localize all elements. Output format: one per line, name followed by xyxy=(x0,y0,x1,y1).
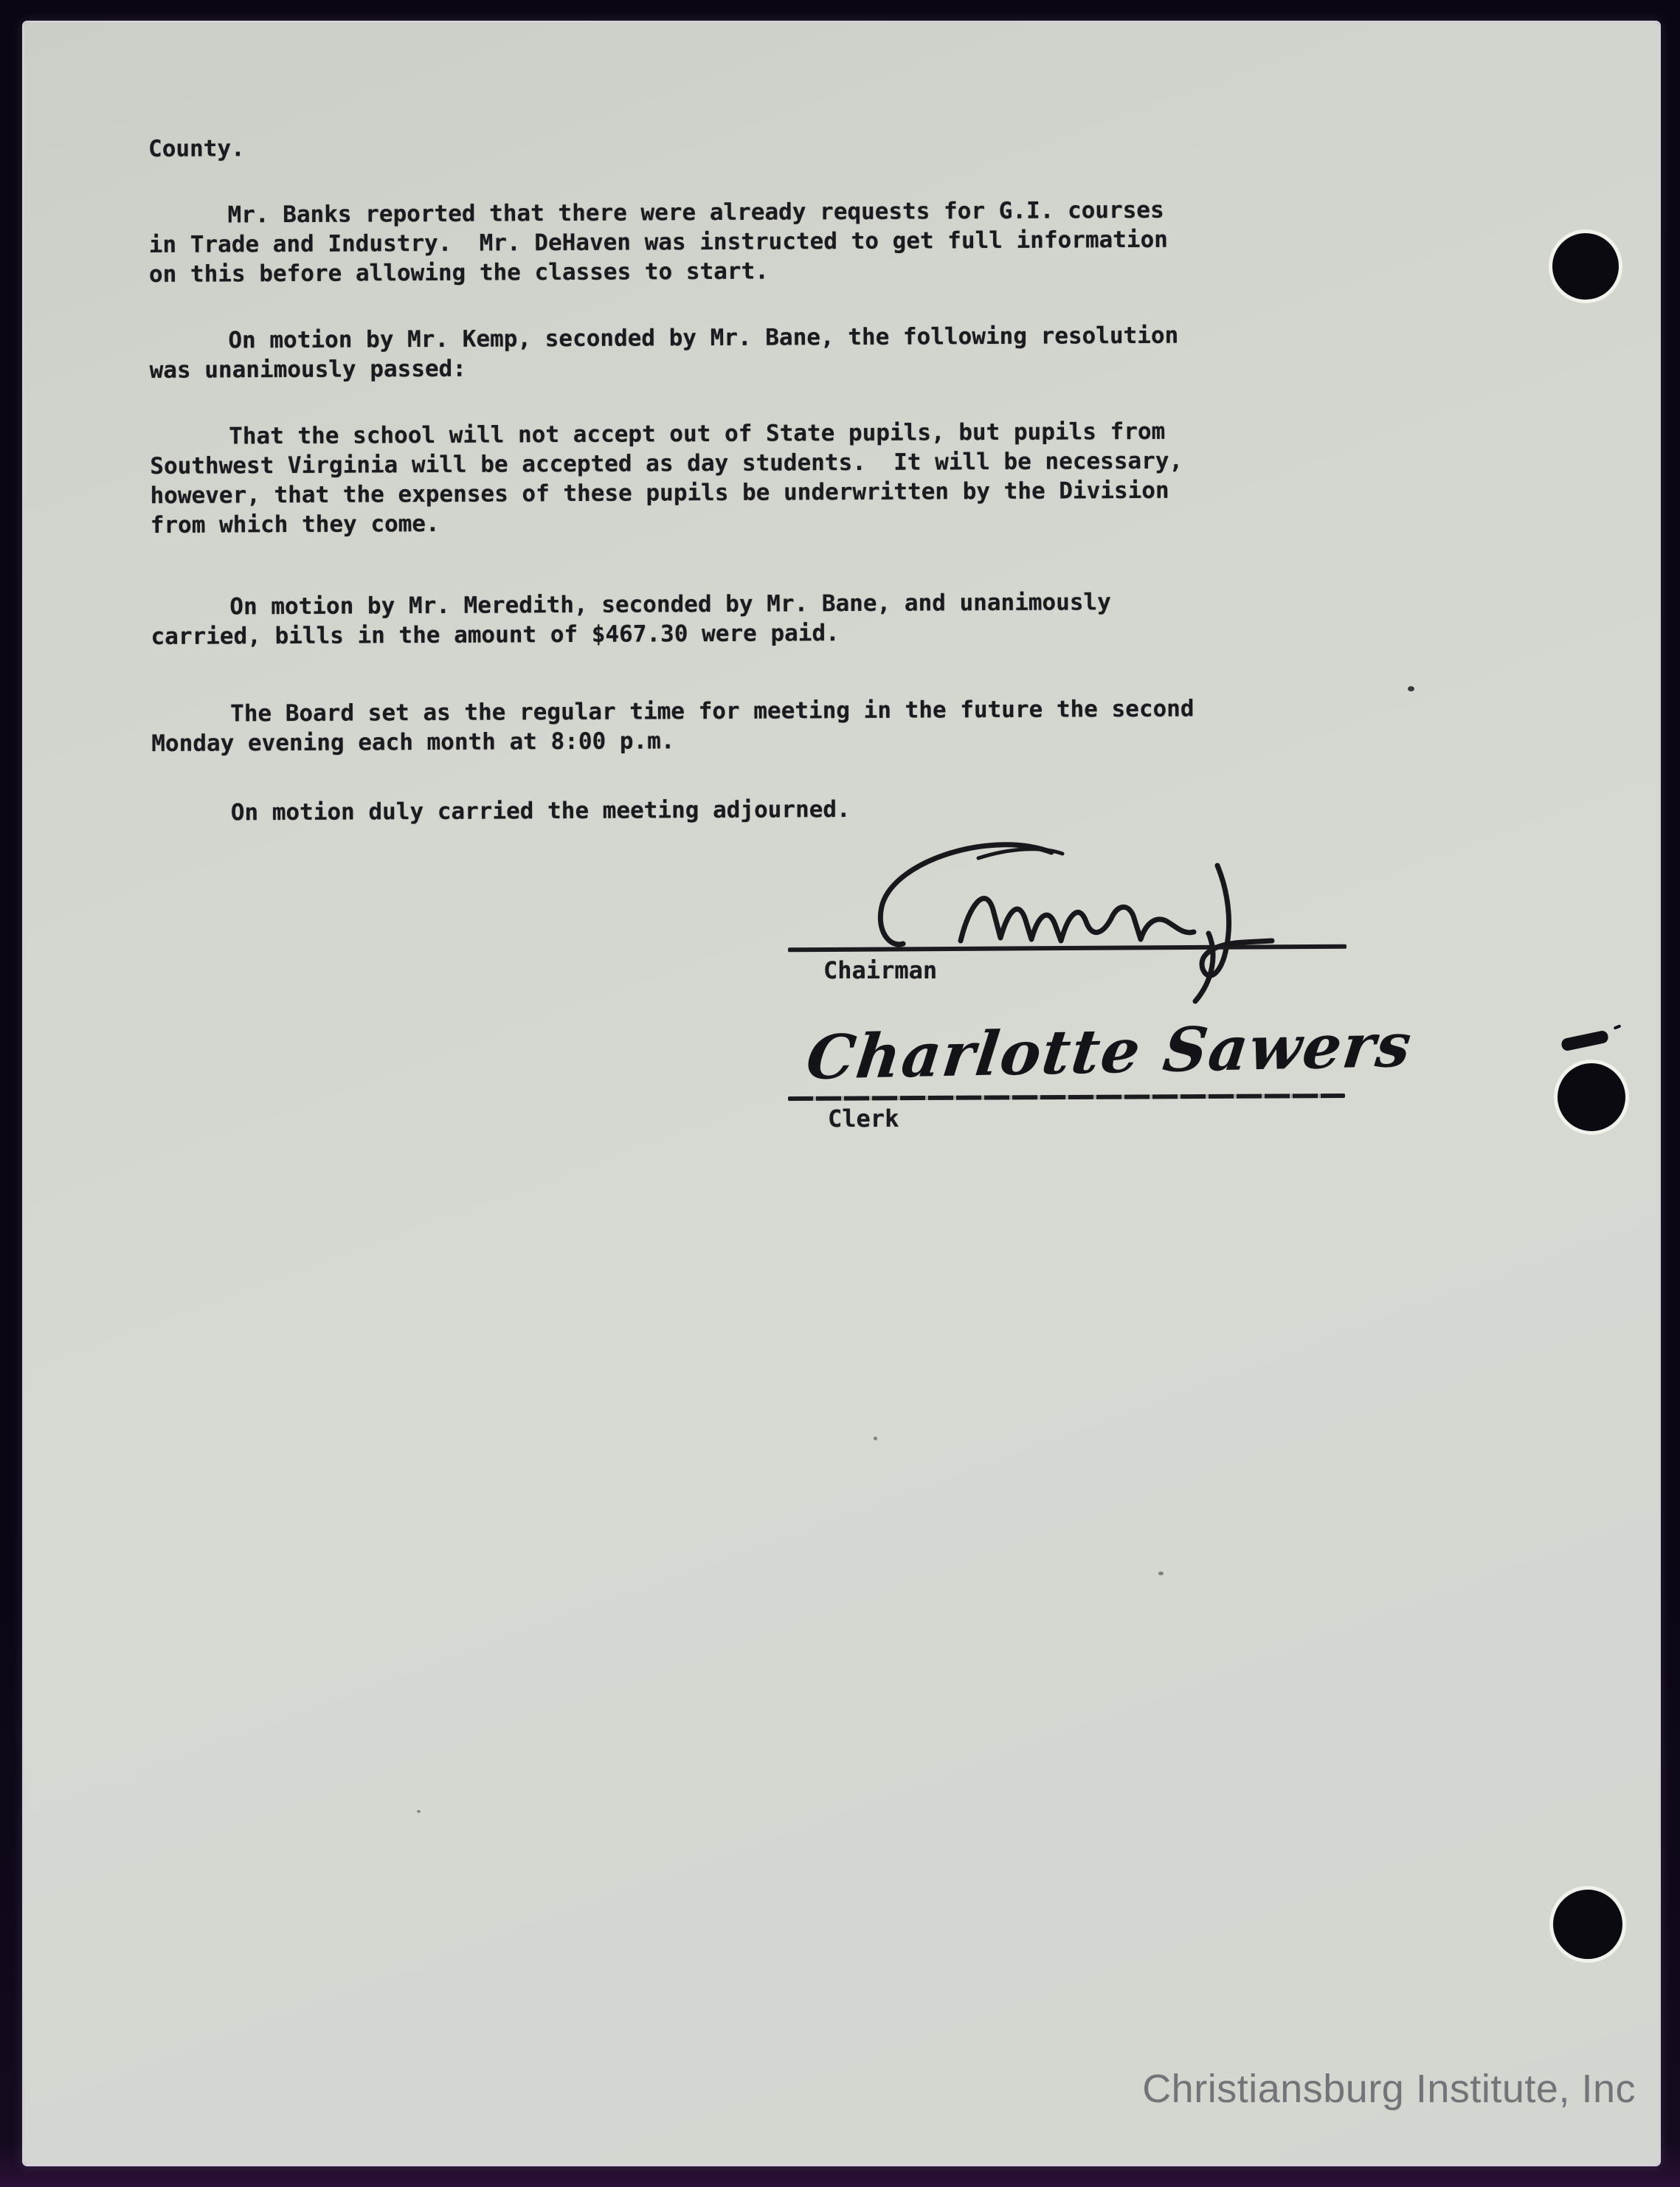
document-line: in Trade and Industry. Mr. DeHaven was instructed to get full information xyxy=(148,226,1168,258)
clerk-signature-script: Charlotte Sawers xyxy=(803,1009,1417,1094)
clerk-label: Clerk xyxy=(828,1105,899,1133)
dust-speck xyxy=(1158,1572,1164,1575)
document-line: That the school will not accept out of State pupils, but pupils from xyxy=(229,418,1166,450)
paragraph-4 xyxy=(151,587,1272,652)
hole-punch-bottom xyxy=(1549,1886,1626,1963)
document-line: from which they come. xyxy=(150,510,440,539)
paragraph-2 xyxy=(149,320,1271,385)
chairman-label: Chairman xyxy=(823,956,938,984)
dust-speck xyxy=(417,1810,421,1813)
document-line: carried, bills in the amount of $467.30 were paid. xyxy=(151,620,840,650)
document-line: however, that the expenses of these pupils be underwritten by the Division xyxy=(150,477,1169,509)
typed-text-block xyxy=(148,128,1273,828)
document-line: on this before allowing the classes to start. xyxy=(148,258,769,288)
paragraph-5 xyxy=(151,694,1273,759)
paragraph-3 xyxy=(150,416,1272,540)
lead-line: County. xyxy=(148,135,245,162)
document-line: was unanimously passed: xyxy=(149,355,467,384)
dust-speck xyxy=(874,1437,877,1440)
document-line: Mr. Banks reported that there were already requests for G.I. courses xyxy=(227,196,1164,229)
document-line: The Board set as the regular time for meeting in the future the second xyxy=(230,695,1195,728)
document-line: On motion duly carried the meeting adjourned. xyxy=(230,796,851,826)
hole-punch-top xyxy=(1549,229,1622,303)
paragraph-6 xyxy=(152,792,1273,828)
dust-speck xyxy=(1408,686,1414,691)
paragraph-1 xyxy=(148,195,1271,289)
document-line: On motion by Mr. Kemp, seconded by Mr. Bane, the following resolution xyxy=(228,322,1179,354)
watermark-text: Christiansburg Institute, Inc xyxy=(1142,2067,1636,2111)
hole-punch-middle xyxy=(1554,1060,1629,1135)
document-line: On motion by Mr. Meredith, seconded by Mr. Bane, and unanimously xyxy=(229,589,1111,621)
document-line: Southwest Virginia will be accepted as day students. It will be necessary, xyxy=(150,447,1183,480)
document-line: Monday evening each month at 8:00 p.m. xyxy=(151,728,675,757)
